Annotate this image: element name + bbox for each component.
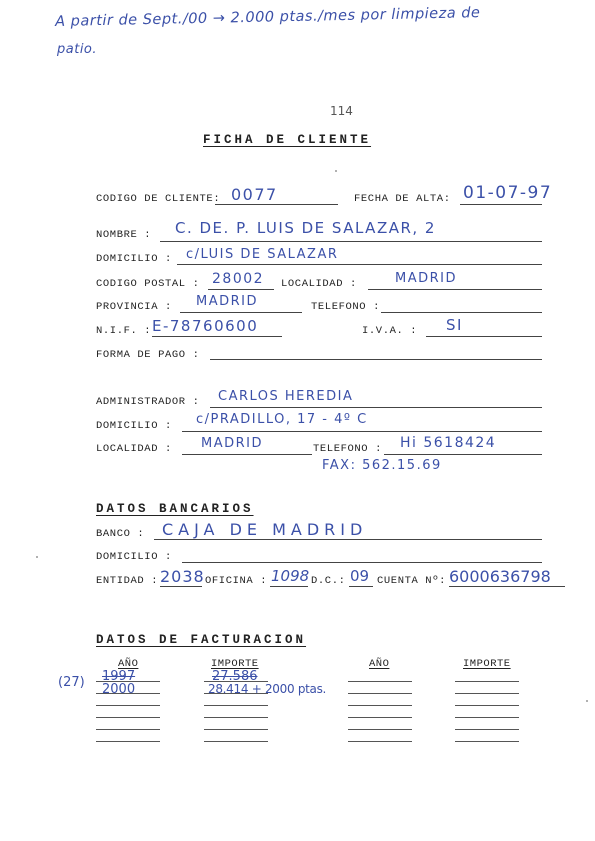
billing-table-rule: [455, 681, 519, 682]
billing-table-rule: [455, 717, 519, 718]
billing-table-rule: [348, 705, 412, 706]
billing-table-rule: [204, 741, 268, 742]
admin-telefono-label: TELEFONO :: [313, 443, 383, 455]
dc-label: D.C.:: [311, 575, 346, 587]
administrador-value: CARLOS HEREDIA: [218, 389, 354, 404]
billing-row-1-ano: 1997: [102, 669, 136, 684]
domicilio-label: DOMICILIO :: [96, 253, 172, 265]
domicilio-value: c/LUIS DE SALAZAR: [186, 247, 339, 262]
col-importe-1: IMPORTE: [211, 658, 259, 670]
codigo-postal-line: [208, 289, 274, 290]
entidad-label: ENTIDAD :: [96, 575, 159, 587]
billing-table-rule: [96, 741, 160, 742]
banco-label: BANCO :: [96, 528, 145, 540]
codigo-postal-label: CODIGO POSTAL :: [96, 278, 200, 290]
billing-table-rule: [455, 741, 519, 742]
nombre-value: C. DE. P. LUIS DE SALAZAR, 2: [175, 219, 436, 237]
admin-domicilio-label: DOMICILIO :: [96, 420, 172, 432]
codigo-postal-value: 28002: [212, 271, 265, 287]
billing-side-note: (27): [58, 675, 85, 690]
fecha-alta-value: 01-07-97: [463, 183, 553, 203]
page-title: FICHA DE CLIENTE: [203, 133, 372, 147]
billing-table-rule: [96, 693, 160, 694]
admin-fax-value: FAX: 562.15.69: [322, 458, 442, 473]
banco-value: CAJA DE MADRID: [162, 520, 368, 539]
admin-localidad-line: [182, 454, 312, 455]
localidad-label: LOCALIDAD :: [281, 278, 357, 290]
codigo-cliente-line: [215, 204, 338, 205]
billing-table-rule: [96, 717, 160, 718]
codigo-cliente-value: 0077: [231, 185, 278, 204]
fecha-alta-label: FECHA DE ALTA:: [354, 193, 451, 205]
billing-table-rule: [204, 717, 268, 718]
billing-table-rule: [204, 705, 268, 706]
codigo-cliente-label: CODIGO DE CLIENTE:: [96, 193, 221, 205]
billing-table-rule: [204, 693, 268, 694]
admin-domicilio-line: [182, 431, 542, 432]
provincia-line: [180, 312, 302, 313]
banco-line: [154, 539, 542, 540]
admin-telefono-value: Hi 5618424: [400, 435, 497, 451]
nif-line: [152, 336, 282, 337]
billing-table-rule: [204, 681, 268, 682]
dc-value: 09: [350, 567, 370, 585]
handwritten-note-line2: patio.: [57, 42, 98, 57]
page-number: 114: [330, 104, 353, 118]
cuenta-line: [449, 586, 565, 587]
billing-table-rule: [348, 681, 412, 682]
forma-pago-line: [210, 359, 542, 360]
telefono-line: [381, 312, 542, 313]
bank-section-title: DATOS BANCARIOS: [96, 502, 254, 516]
billing-table-rule: [455, 729, 519, 730]
billing-row-2-ano: 2000: [102, 682, 136, 697]
localidad-line: [368, 289, 542, 290]
nombre-label: NOMBRE :: [96, 229, 152, 241]
iva-line: [426, 336, 542, 337]
billing-table-rule: [204, 729, 268, 730]
entidad-line: [160, 586, 202, 587]
admin-telefono-line: [384, 454, 542, 455]
scan-speck: [335, 170, 337, 172]
nif-label: N.I.F. :: [96, 325, 152, 337]
billing-table-rule: [348, 741, 412, 742]
handwritten-note-line1: A partir de Sept./00 → 2.000 ptas./mes por limpieza de: [55, 5, 481, 30]
oficina-label: OFICINA :: [205, 575, 268, 587]
fecha-alta-line: [460, 204, 542, 205]
entidad-value: 2038: [160, 567, 205, 586]
col-ano-1: AÑO: [118, 658, 139, 670]
billing-table-rule: [348, 717, 412, 718]
bank-domicilio-label: DOMICILIO :: [96, 551, 172, 563]
iva-value: SI: [446, 316, 463, 334]
provincia-label: PROVINCIA :: [96, 301, 172, 313]
iva-label: I.V.A. :: [362, 325, 418, 337]
billing-table-rule: [348, 693, 412, 694]
scan-speck: [36, 556, 38, 558]
telefono-label: TELEFONO :: [311, 301, 381, 313]
admin-localidad-label: LOCALIDAD :: [96, 443, 172, 455]
bank-domicilio-line: [182, 562, 542, 563]
billing-table-rule: [455, 705, 519, 706]
administrador-line: [210, 407, 542, 408]
cuenta-value: 6000636798: [449, 567, 551, 586]
dc-line: [349, 586, 373, 587]
billing-table-rule: [96, 681, 160, 682]
billing-row-1-importe: 27.586: [212, 669, 258, 684]
localidad-value: MADRID: [395, 271, 457, 286]
col-ano-2: AÑO: [369, 658, 390, 670]
billing-section-title: DATOS DE FACTURACION: [96, 633, 307, 647]
cuenta-label: CUENTA Nº:: [377, 575, 447, 587]
billing-table-rule: [455, 693, 519, 694]
billing-table-rule: [96, 705, 160, 706]
scan-speck: [586, 700, 588, 702]
forma-pago-label: FORMA DE PAGO :: [96, 349, 200, 361]
nif-value: E-78760600: [152, 317, 259, 335]
domicilio-line: [177, 264, 542, 265]
oficina-line: [270, 586, 308, 587]
oficina-value: 1098: [271, 567, 310, 585]
provincia-value: MADRID: [196, 294, 258, 309]
billing-table-rule: [96, 729, 160, 730]
nombre-line: [160, 241, 542, 242]
billing-row-2-importe: 28.414 + 2000 ptas.: [208, 682, 327, 696]
col-importe-2: IMPORTE: [463, 658, 511, 670]
billing-table-rule: [348, 729, 412, 730]
admin-localidad-value: MADRID: [201, 436, 263, 451]
administrador-label: ADMINISTRADOR :: [96, 396, 200, 408]
admin-domicilio-value: c/PRADILLO, 17 - 4º C: [196, 412, 368, 427]
